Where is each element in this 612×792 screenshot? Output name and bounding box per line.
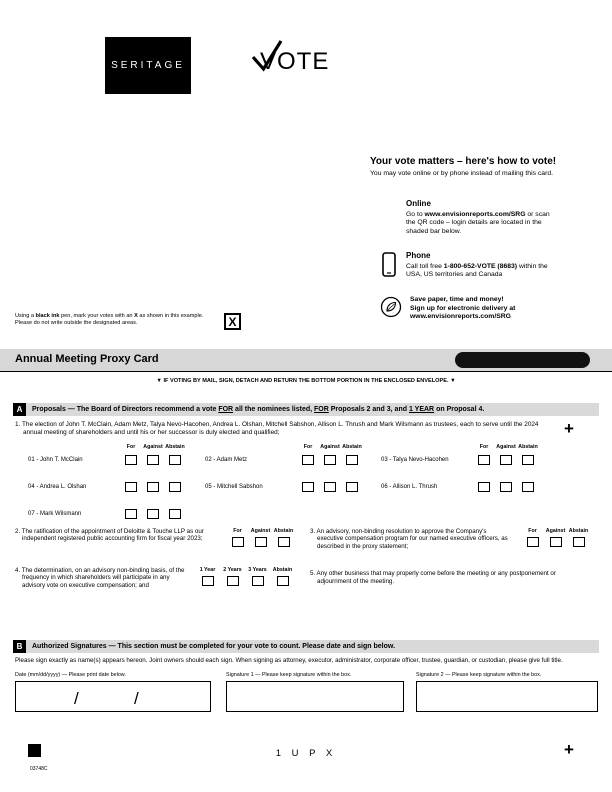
ink-line1 (15, 313, 220, 320)
option-label-for: For (479, 444, 489, 450)
checkbox-n04-abstain[interactable] (169, 482, 181, 492)
checkbox-p2-for[interactable] (232, 537, 244, 547)
section-a-bar (13, 403, 599, 416)
section-a-for1: FOR (218, 406, 234, 413)
checkbox-p3-against[interactable] (550, 537, 562, 547)
checkbox-n02-abstain[interactable] (346, 455, 358, 465)
checkbox-n02-against[interactable] (324, 455, 336, 465)
option-label-2years: 2 Years (223, 567, 242, 573)
registration-plus-icon-top: + (564, 419, 574, 438)
proposal-2 (15, 528, 295, 547)
registration-plus-icon-bottom: + (564, 740, 574, 759)
nominee-row (381, 481, 543, 492)
vote-logo (250, 38, 332, 85)
section-b-bar (13, 640, 599, 653)
nominee-row (205, 454, 367, 465)
ink-line2: Please do not write outside the designated areas. (15, 320, 138, 326)
footer-code: 1 U P X (275, 748, 337, 759)
vote-info (370, 156, 598, 177)
checkbox-p2-against[interactable] (255, 537, 267, 547)
vote-options-header (205, 444, 367, 450)
phone-text-block (406, 252, 551, 280)
eco-line2: Sign up for electronic delivery at (410, 304, 516, 312)
page-title: Annual Meeting Proxy Card (15, 353, 159, 365)
option-label-abstain: Abstain (273, 528, 294, 534)
phone-heading: Phone (406, 251, 431, 260)
proxy-card-title-bar (0, 349, 612, 372)
signature-instructions: Please sign exactly as name(s) appears hereon. Joint owners should each sign. When signing as attorney, executor, administrator, corporate officer, trustee, guardian, or custodian, please give full title. (15, 657, 563, 664)
nominee-row (28, 454, 190, 465)
online-text (406, 211, 551, 237)
proposal-3 (310, 528, 590, 550)
checkbox-p4-abstain[interactable] (277, 576, 289, 586)
phone-icon (382, 252, 396, 278)
date-slash-1: / (74, 689, 79, 708)
phone-icon-cell (380, 252, 398, 278)
proposal-3-text: 3. An advisory, non-binding resolution to approve the Company's executive compensation program for our named executive officers, as described in the proxy statement; (310, 528, 508, 550)
nominee-label-06: 06 - Allison L. Thrush (381, 483, 438, 490)
checkbox-p4-2years[interactable] (227, 576, 239, 586)
phone-number: 1-800-652-VOTE (8683) (443, 262, 518, 270)
nominee-label-04: 04 - Andrea L. Olshan (28, 483, 87, 490)
proposals-left-column (15, 528, 295, 609)
option-label-for: For (528, 528, 537, 534)
checkbox-p4-1year[interactable] (202, 576, 214, 586)
option-label-abstain: Abstain (518, 444, 538, 450)
checkbox-n02-for[interactable] (302, 455, 314, 465)
nominee-column-3 (381, 444, 543, 508)
checkbox-p4-3years[interactable] (252, 576, 264, 586)
checkbox-n03-for[interactable] (478, 455, 490, 465)
eco-url: www.envisionreports.com/SRG (410, 313, 511, 321)
online-text-block (406, 200, 551, 236)
example-x-mark: X (228, 314, 237, 329)
option-label-for: For (126, 444, 136, 450)
leaf-icon-cell (380, 296, 402, 318)
signature-2-field-group (416, 672, 598, 712)
signature-2-box[interactable] (416, 681, 598, 712)
checkbox-n04-for[interactable] (125, 482, 137, 492)
checkbox-n07-for[interactable] (125, 509, 137, 519)
date-slash-2: / (134, 689, 139, 708)
proposals-right-column (310, 528, 590, 585)
login-shaded-bar (455, 352, 590, 368)
section-a-for2: FOR (314, 406, 329, 413)
proposal-5-text: 5. Any other business that may properly come before the meeting or any postponement or adjournment of the meeting. (310, 570, 556, 585)
ink-p1: Using a (15, 313, 36, 319)
checkbox-p2-abstain[interactable] (278, 537, 290, 547)
ink-x: X (134, 313, 138, 319)
proposal-2-text: 2. The ratification of the appointment of Deloitte & Touche LLP as our independent registered public accounting firm for fiscal year 2023; (15, 528, 204, 543)
option-label-against: Against (496, 444, 516, 450)
phone-text-pre: Call toll free (406, 262, 444, 270)
nominee-row (381, 454, 543, 465)
online-heading: Online (406, 199, 431, 208)
checkbox-p3-abstain[interactable] (573, 537, 585, 547)
vote-logo-graphic (250, 38, 332, 80)
section-b-badge: B (13, 640, 26, 653)
option-label-for: For (233, 528, 242, 534)
online-method (380, 200, 600, 236)
seritage-logo-text: SERITAGE (111, 60, 185, 71)
section-a-p3: Proposals 2 and 3, and (328, 406, 409, 413)
nominee-label-05: 05 - Mitchell Sabshon (205, 483, 263, 490)
online-text-pre: Go to (406, 210, 425, 218)
vote-info-title: Your vote matters – here's how to vote! (370, 156, 557, 167)
date-field-group (15, 672, 211, 712)
ink-p2: pen, mark your votes with an (59, 313, 135, 319)
option-label-for: For (303, 444, 313, 450)
eco-method (380, 296, 600, 322)
checkbox-n04-against[interactable] (147, 482, 159, 492)
vote-logo-text: VOTE (260, 48, 330, 75)
leaf-icon (380, 296, 402, 318)
option-label-abstain: Abstain (272, 567, 293, 573)
checkbox-n05-against[interactable] (324, 482, 336, 492)
online-url: www.envisionreports.com/SRG (424, 210, 526, 218)
nominee-row (205, 481, 367, 492)
signature-1-label: Signature 1 — Please keep signature within the box. (226, 672, 352, 678)
option-label-abstain: Abstain (165, 444, 185, 450)
option-label-against: Against (250, 528, 271, 534)
section-a-p4: on Proposal 4. (434, 406, 485, 413)
eco-text-block (410, 296, 555, 322)
section-a-p2: all the nominees listed, (233, 406, 315, 413)
option-label-against: Against (143, 444, 163, 450)
section-a-p1: Proposals — The Board of Directors recommend a vote (32, 406, 219, 413)
phone-text-post: within the USA, US territories and Canada (406, 262, 548, 279)
proposal-4 (15, 567, 295, 589)
detach-notice: ▼ IF VOTING BY MAIL, SIGN, DETACH AND RETURN THE BOTTOM PORTION IN THE ENCLOSED ENVELOPE. ▼ (156, 378, 456, 384)
option-label-abstain: Abstain (568, 528, 589, 534)
proposal-3-options (521, 528, 590, 547)
checkbox-n06-against[interactable] (500, 482, 512, 492)
signature-2-label: Signature 2 — Please keep signature within the box. (416, 672, 542, 678)
proposal-1-text: 1. The election of John T. McClain, Adam Metz, Talya Nevo-Hacohen, Andrea L. Olshan, Mitchell Sabshon, Allison L. Thrush and Mark Wilsmann as trustees, each to serve until the 2024 annual meeting of shareholders and until his or her successor is duly elected and qualified; (15, 421, 539, 436)
option-label-against: Against (545, 528, 566, 534)
checkbox-n01-for[interactable] (125, 455, 137, 465)
checkbox-n07-against[interactable] (147, 509, 159, 519)
nominee-label-01: 01 - John T. McClain (28, 456, 83, 463)
ink-p3: as shown in this example. (137, 313, 204, 319)
signature-1-box[interactable] (226, 681, 404, 712)
vote-options-header (381, 444, 543, 450)
phone-method (380, 252, 600, 280)
date-input-box[interactable] (15, 681, 211, 712)
proposal-2-options (226, 528, 295, 547)
eco-line1: Save paper, time and money! (410, 296, 504, 303)
option-label-1year: 1 Year (199, 567, 216, 573)
nominee-label-02: 02 - Adam Metz (205, 456, 248, 463)
example-checkbox (224, 313, 241, 330)
ink-black-ink: black ink (35, 313, 60, 319)
nominee-row (28, 481, 190, 492)
option-label-3years: 3 Years (248, 567, 267, 573)
form-code: 03748C (30, 766, 48, 772)
vote-info-subtitle: You may vote online or by phone instead of mailing this card. (370, 170, 553, 177)
phone-text (406, 263, 551, 280)
checkbox-n05-for[interactable] (302, 482, 314, 492)
section-a-badge: A (13, 403, 26, 416)
checkbox-n05-abstain[interactable] (346, 482, 358, 492)
section-b-text: Authorized Signatures — This section must be completed for your vote to count. Please date and sign below. (32, 643, 396, 650)
option-label-against: Against (320, 444, 340, 450)
section-a-text (26, 406, 484, 413)
checkbox-n07-abstain[interactable] (169, 509, 181, 519)
option-label-abstain: Abstain (342, 444, 362, 450)
nominee-column-1 (28, 444, 190, 535)
checkbox-p3-for[interactable] (527, 537, 539, 547)
vote-options-header (28, 444, 190, 450)
nominee-label-03: 03 - Talya Nevo-Hacohen (381, 456, 449, 463)
date-label: Date (mm/dd/yyyy) — Please print date below. (15, 672, 126, 678)
proposal-4-text: 4. The determination, on an advisory non-binding basis, of the frequency in which shareholders will participate in any advisory vote on executive compensation; and (15, 567, 185, 589)
section-a-1year: 1 YEAR (408, 406, 435, 413)
nominee-row (28, 508, 190, 519)
checkbox-n06-abstain[interactable] (522, 482, 534, 492)
signature-1-field-group (226, 672, 404, 712)
ink-instructions (15, 313, 220, 327)
nominee-label-07: 07 - Mark Wilsmann (28, 510, 82, 517)
seritage-logo (105, 37, 191, 94)
checkbox-n03-against[interactable] (500, 455, 512, 465)
checkbox-n06-for[interactable] (478, 482, 490, 492)
checkbox-n01-against[interactable] (147, 455, 159, 465)
checkbox-n01-abstain[interactable] (169, 455, 181, 465)
checkbox-n03-abstain[interactable] (522, 455, 534, 465)
online-text-post: or scan the QR code – login details are located in the shaded bar below. (406, 210, 550, 235)
proposal-4-options (195, 567, 295, 586)
nominee-column-2 (205, 444, 367, 508)
